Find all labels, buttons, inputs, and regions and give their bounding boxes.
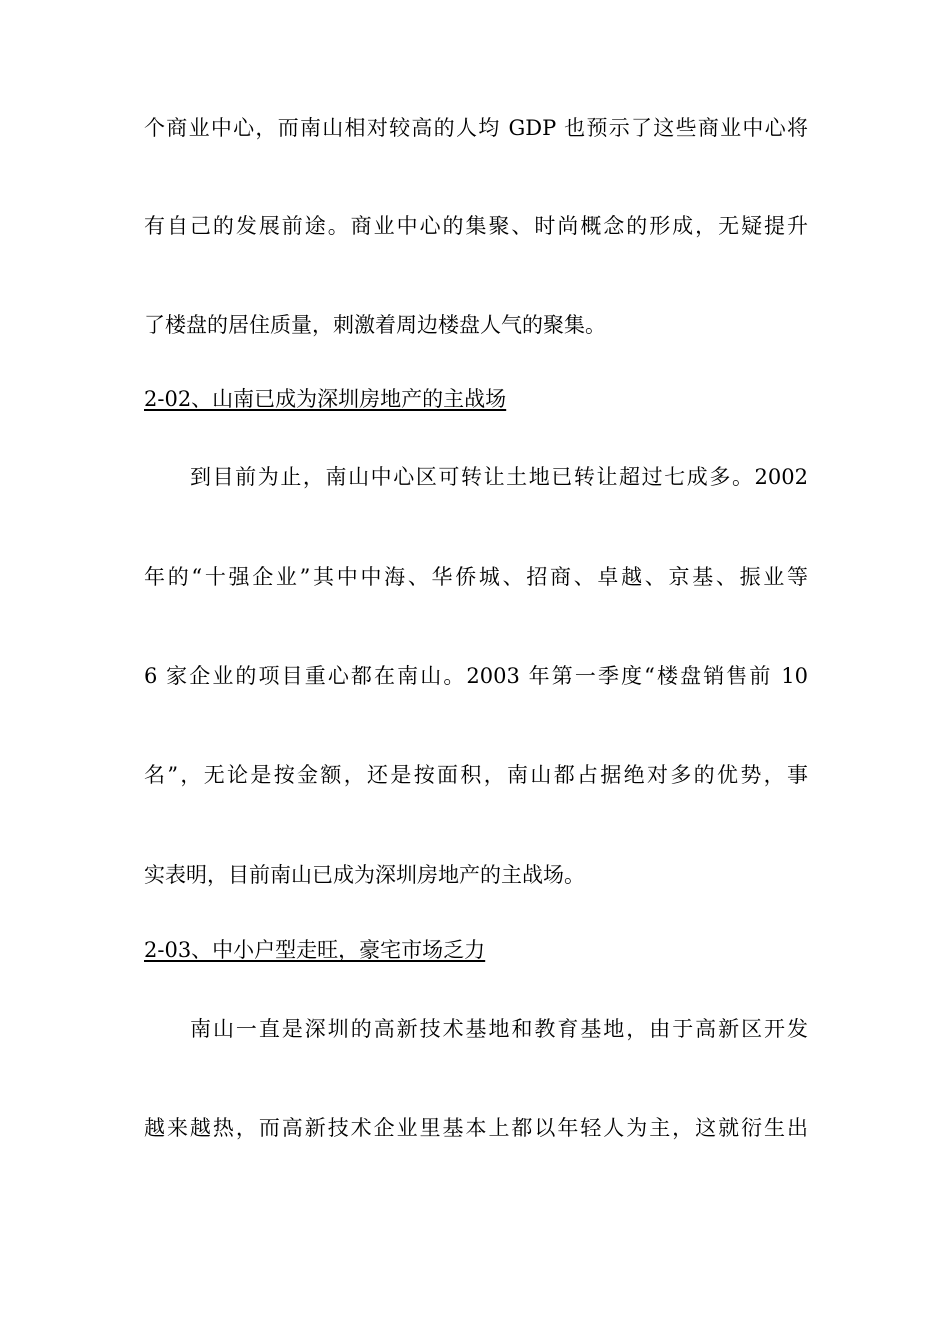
paragraph-line: 6 家企业的项目重心都在南山。2003 年第一季度“楼盘销售前 10 (144, 664, 808, 688)
paragraph-line: 名”，无论是按金额，还是按面积，南山都占据绝对多的优势，事 (144, 763, 808, 787)
section-heading: 2-02、山南已成为深圳房地产的主战场 (144, 387, 507, 411)
section-heading: 2-03、中小户型走旺，豪宅市场乏力 (144, 938, 486, 962)
paragraph-line: 到目前为止，南山中心区可转让土地已转让超过七成多。2002 (190, 465, 808, 489)
paragraph-line: 南山一直是深圳的高新技术基地和教育基地，由于高新区开发 (190, 1017, 808, 1041)
paragraph-line: 年的“十强企业”其中中海、华侨城、招商、卓越、京基、振业等 (144, 565, 808, 589)
paragraph-line: 个商业中心，而南山相对较高的人均 GDP 也预示了这些商业中心将 (144, 116, 808, 140)
paragraph-line: 实表明，目前南山已成为深圳房地产的主战场。 (144, 863, 585, 887)
paragraph-line: 了楼盘的居住质量，刺激着周边楼盘人气的聚集。 (144, 313, 606, 337)
paragraph-line: 有自己的发展前途。商业中心的集聚、时尚概念的形成，无疑提升 (144, 214, 808, 238)
paragraph-line: 越来越热，而高新技术企业里基本上都以年轻人为主，这就衍生出 (144, 1116, 808, 1140)
